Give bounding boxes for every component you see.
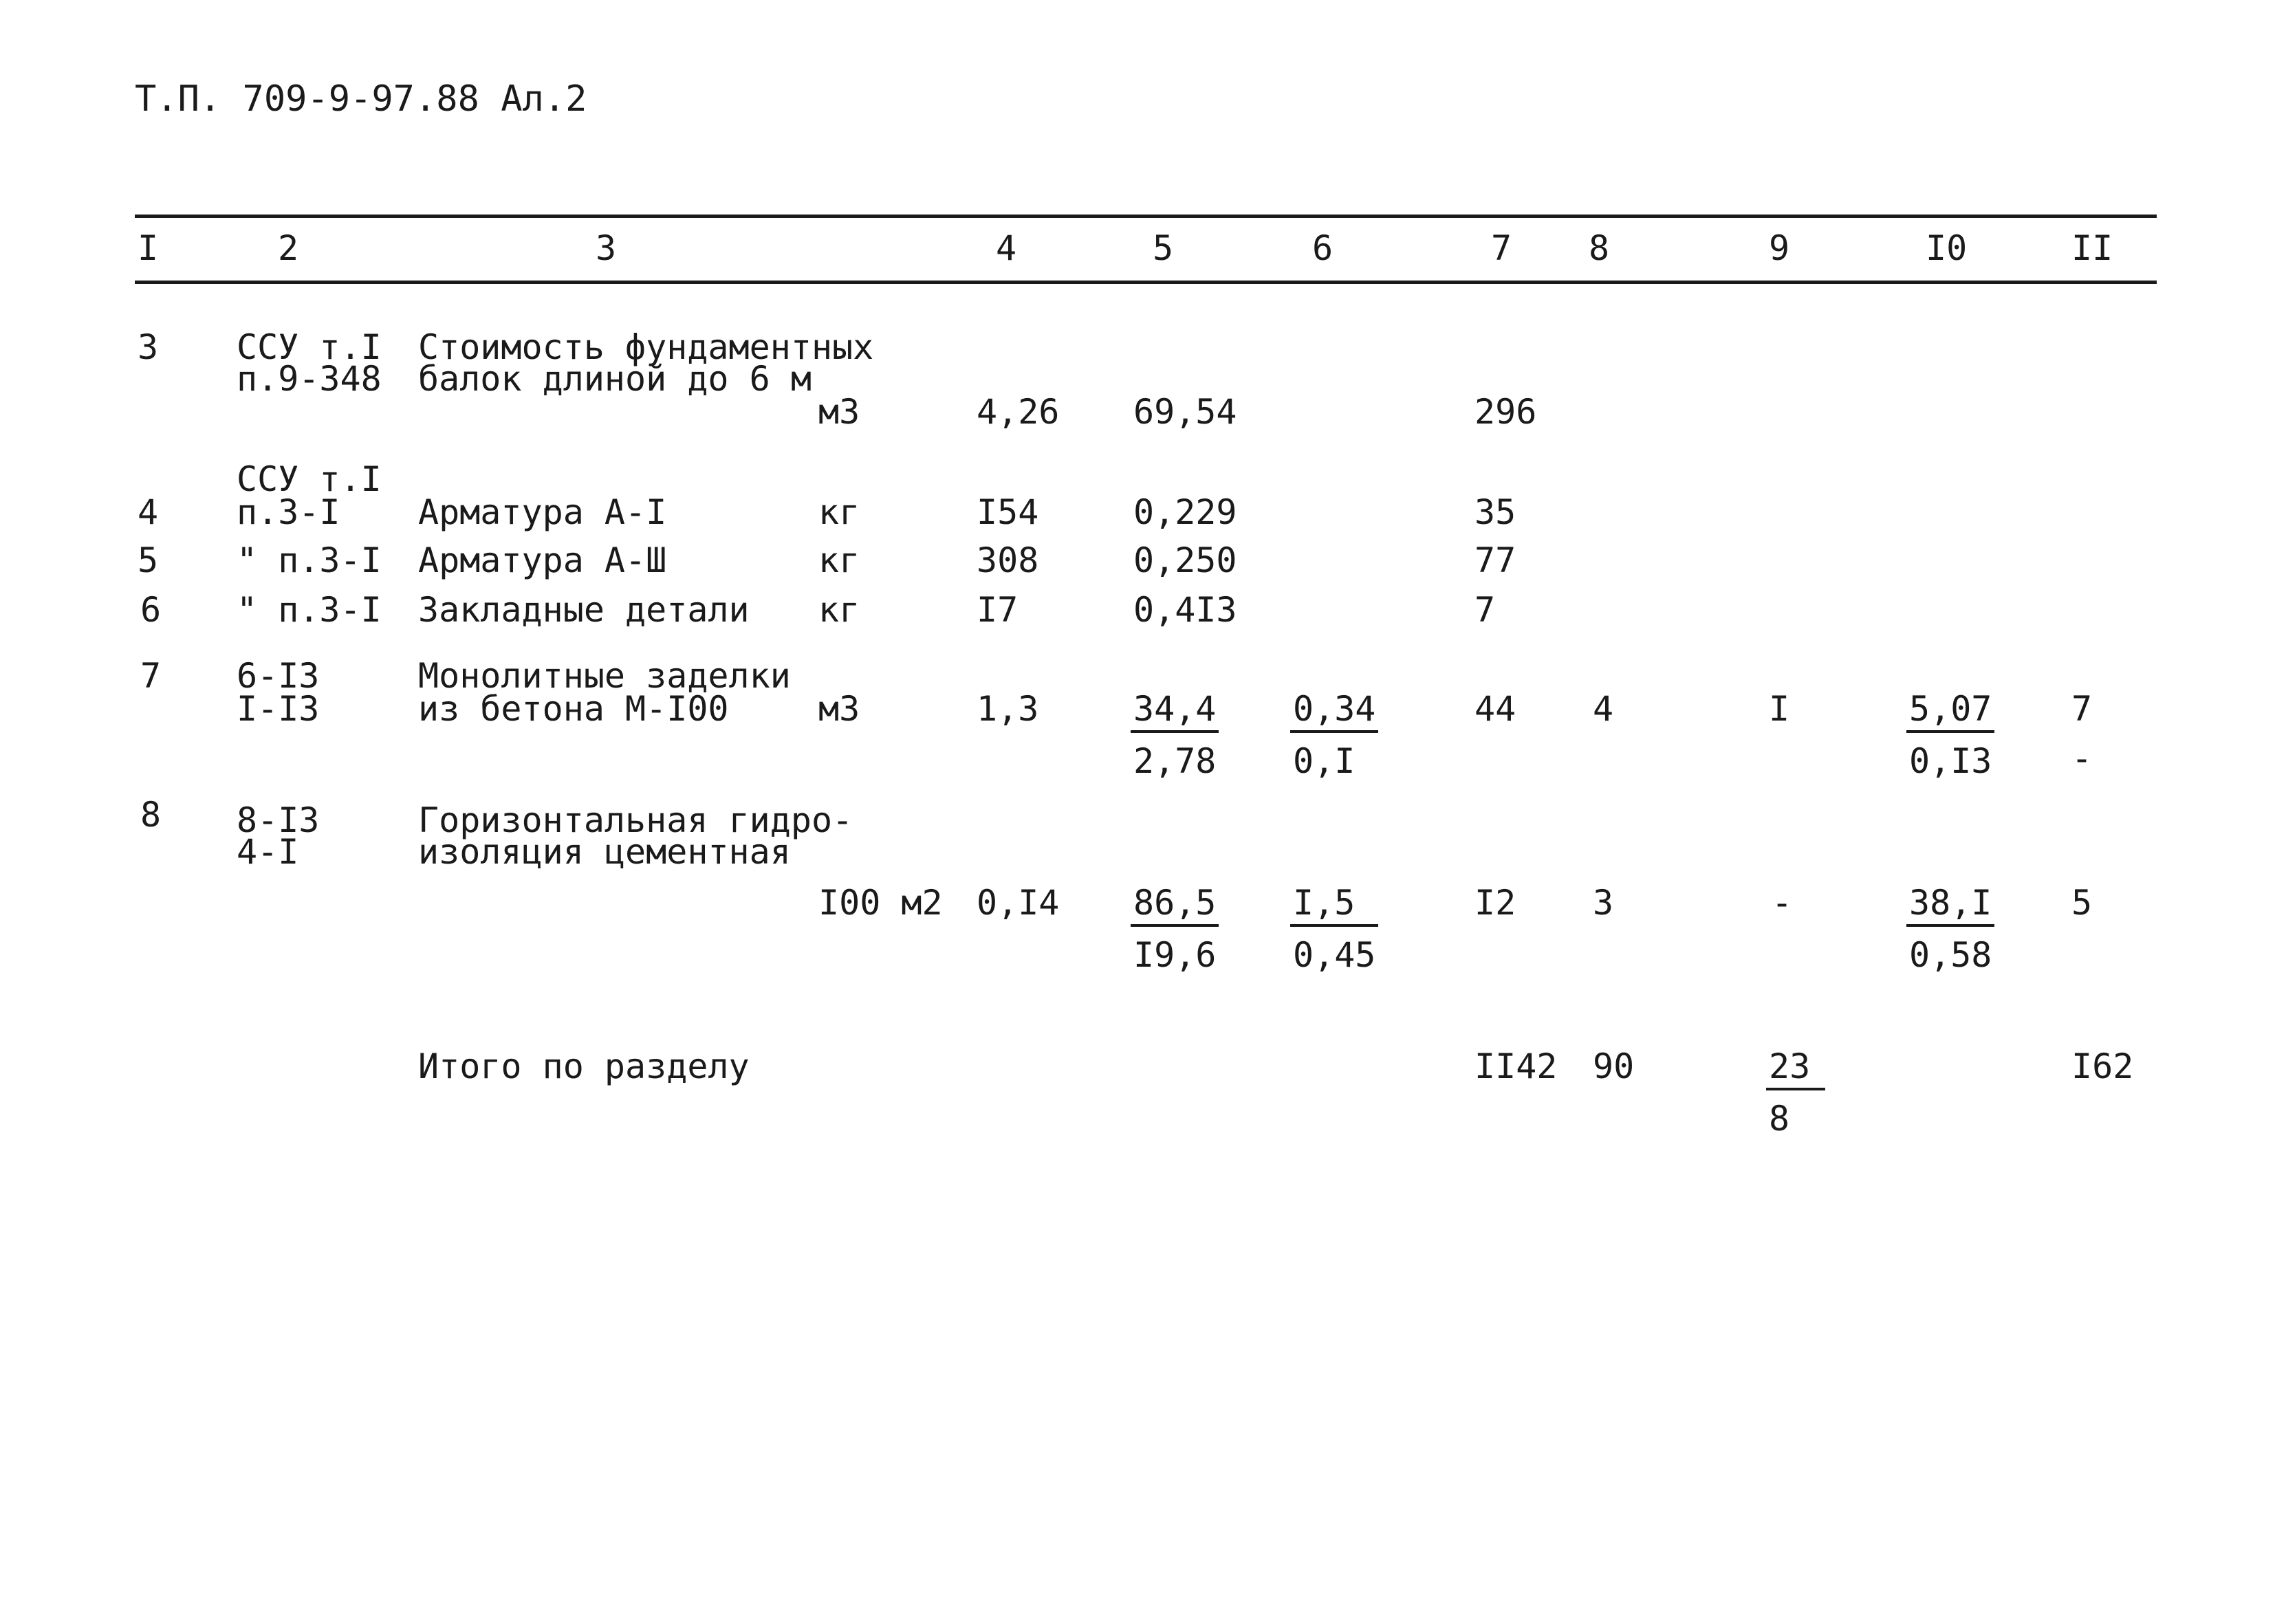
row-col9: - [1772,883,1793,923]
row-quantity: 0,I4 [977,883,1060,923]
row-col7: 296 [1474,392,1537,432]
row-col5: 0,4I3 [1133,590,1237,630]
row-unit: м3 [818,392,860,432]
fraction-numerator: I,5 [1290,886,1378,927]
row-col10-fraction [1906,689,1994,781]
column-header-10: I0 [1926,228,1968,268]
row-description: изоляция цементная [418,832,791,872]
row-description: Арматура А-I [418,492,667,532]
row-reference: 6-I3 [237,656,320,696]
row-col7: I2 [1474,883,1516,923]
row-description: Стоимость фундаментных [418,327,874,367]
row-number: 6 [140,590,162,630]
row-number: 8 [140,795,162,835]
fraction-denominator: 8 [1769,1099,1790,1139]
fraction-denominator: 0,I3 [1909,741,1992,781]
row-unit: I00 м2 [818,883,943,923]
column-header-11: II [2071,228,2113,268]
row-col6-fraction [1290,883,1378,975]
total-label: Итого по разделу [418,1046,750,1086]
fraction-numerator: 38,I [1906,886,1994,927]
column-header-5: 5 [1153,228,1174,268]
row-description: балок длиной до 6 м [418,359,812,399]
row-description: Закладные детали [418,590,750,630]
row-col7: 35 [1474,492,1516,532]
row-reference: п.3-I [237,492,340,532]
fraction-numerator: 86,5 [1131,886,1219,927]
row-number: 4 [138,492,159,532]
row-reference: " п.3-I [237,540,382,580]
row-quantity: 4,26 [977,392,1060,432]
row-unit: кг [818,492,860,532]
row-col5: 0,229 [1133,492,1237,532]
row-col8: 3 [1593,883,1614,923]
table-top-rule [135,215,2157,218]
fraction-numerator: 34,4 [1131,692,1219,733]
row-number: 7 [140,656,162,696]
row-number: 5 [138,540,159,580]
row-col8: 4 [1593,689,1614,729]
fraction-denominator: 0,58 [1909,935,1992,975]
row-col5-fraction [1131,689,1219,781]
column-header-4: 4 [996,228,1017,268]
row-col7: 7 [1474,590,1496,630]
fraction-numerator: 0,34 [1290,692,1378,733]
row-col7: 44 [1474,689,1516,729]
row-col7: 77 [1474,540,1516,580]
column-header-2: 2 [278,228,299,268]
column-header-1: I [138,228,159,268]
total-col11: I62 [2071,1046,2134,1086]
row-reference: " п.3-I [237,590,382,630]
row-description: Горизонтальная гидро- [418,800,853,840]
row-reference: ССУ т.I [237,459,382,499]
document-title: Т.П. 709-9-97.88 Ал.2 [135,78,587,120]
row-description: Арматура А-Ш [418,540,667,580]
fraction-denominator: 0,I [1293,741,1356,781]
fraction-denominator: 2,78 [1133,741,1217,781]
fraction-numerator: 5,07 [1906,692,1994,733]
table-header-bottom-rule [135,281,2157,284]
row-unit: м3 [818,689,860,729]
row-unit: кг [818,590,860,630]
row-col5: 0,250 [1133,540,1237,580]
row-quantity: 308 [977,540,1039,580]
row-number: 3 [138,327,159,367]
row-unit: кг [818,540,860,580]
row-reference: 8-I3 [237,800,320,840]
row-col11: 7 [2071,689,2093,729]
row-quantity: I54 [977,492,1039,532]
fraction-numerator: 23 [1766,1049,1825,1090]
row-col10-fraction [1906,883,1994,975]
row-col6-fraction [1290,689,1378,781]
row-col11: 5 [2071,883,2093,923]
row-description: из бетона М-I00 [418,689,729,729]
row-description: Монолитные заделки [418,656,791,696]
total-col9-fraction [1766,1046,1825,1139]
row-reference: 4-I [237,832,299,872]
row-quantity: 1,3 [977,689,1039,729]
row-quantity: I7 [977,590,1019,630]
row-col11-lower: - [2071,738,2093,778]
total-col8: 90 [1593,1046,1635,1086]
fraction-denominator: 0,45 [1293,935,1376,975]
fraction-denominator: I9,6 [1133,935,1217,975]
column-header-9: 9 [1769,228,1790,268]
row-reference: ССУ т.I [237,327,382,367]
column-header-7: 7 [1491,228,1512,268]
column-header-6: 6 [1312,228,1334,268]
total-col7: II42 [1474,1046,1558,1086]
row-col5-fraction [1131,883,1219,975]
row-reference: I-I3 [237,689,320,729]
row-reference: п.9-348 [237,359,382,399]
column-header-8: 8 [1589,228,1610,268]
row-col9: I [1769,689,1790,729]
column-header-3: 3 [596,228,617,268]
row-col5: 69,54 [1133,392,1237,432]
